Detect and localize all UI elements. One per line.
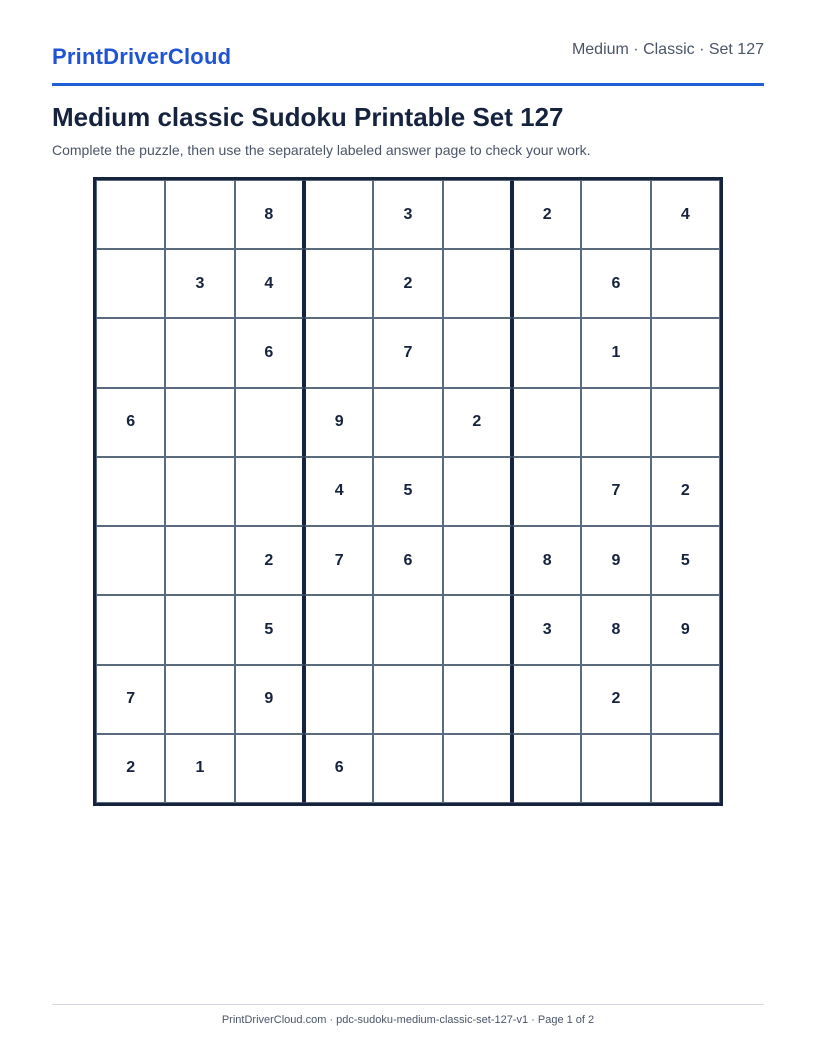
sudoku-cell[interactable] xyxy=(443,526,512,595)
sudoku-cell: 9 xyxy=(651,595,720,664)
sudoku-cell[interactable] xyxy=(235,457,304,526)
sudoku-cell[interactable] xyxy=(581,388,650,457)
sudoku-cell[interactable] xyxy=(304,180,373,249)
sudoku-cell[interactable] xyxy=(96,526,165,595)
sudoku-cell[interactable] xyxy=(373,734,442,803)
sudoku-cell[interactable] xyxy=(165,318,234,387)
sudoku-cell: 3 xyxy=(165,249,234,318)
sudoku-cell: 6 xyxy=(581,249,650,318)
sudoku-cell[interactable] xyxy=(235,388,304,457)
sudoku-cell[interactable] xyxy=(443,734,512,803)
sudoku-cell[interactable] xyxy=(651,734,720,803)
footer-divider xyxy=(52,1004,764,1005)
sudoku-cell: 2 xyxy=(512,180,581,249)
sudoku-cell[interactable] xyxy=(96,457,165,526)
page-title: Medium classic Sudoku Printable Set 127 xyxy=(52,102,564,132)
sudoku-cell[interactable] xyxy=(512,388,581,457)
sudoku-cell[interactable] xyxy=(304,665,373,734)
sudoku-cell[interactable] xyxy=(512,318,581,387)
sudoku-cell: 8 xyxy=(581,595,650,664)
page-header xyxy=(52,36,764,86)
sudoku-cell: 9 xyxy=(581,526,650,595)
sudoku-cell: 7 xyxy=(373,318,442,387)
sudoku-cell: 6 xyxy=(235,318,304,387)
sudoku-cell: 3 xyxy=(512,595,581,664)
sudoku-cell[interactable] xyxy=(96,595,165,664)
brand-logo-text: PrintDriverCloud xyxy=(52,44,232,69)
sudoku-cell: 6 xyxy=(373,526,442,595)
sudoku-cell[interactable] xyxy=(512,734,581,803)
sudoku-cell[interactable] xyxy=(304,595,373,664)
page-subtitle: Complete the puzzle, then use the separately labeled answer page to check your work. xyxy=(52,142,591,158)
sudoku-cell[interactable] xyxy=(651,665,720,734)
sudoku-cell: 5 xyxy=(373,457,442,526)
sudoku-cell: 7 xyxy=(96,665,165,734)
sudoku-cell: 1 xyxy=(165,734,234,803)
sudoku-cell: 7 xyxy=(304,526,373,595)
sudoku-cell: 3 xyxy=(373,180,442,249)
sudoku-cell: 4 xyxy=(651,180,720,249)
sudoku-cell[interactable] xyxy=(165,526,234,595)
sudoku-cell[interactable] xyxy=(165,457,234,526)
sudoku-cell: 8 xyxy=(235,180,304,249)
sudoku-cell[interactable] xyxy=(512,665,581,734)
sudoku-cell[interactable] xyxy=(443,318,512,387)
sudoku-cell: 2 xyxy=(443,388,512,457)
sudoku-cell[interactable] xyxy=(443,249,512,318)
sudoku-cell[interactable] xyxy=(304,318,373,387)
sudoku-cell[interactable] xyxy=(165,665,234,734)
sudoku-cell[interactable] xyxy=(512,249,581,318)
sudoku-cell[interactable] xyxy=(651,249,720,318)
sudoku-cell[interactable] xyxy=(165,595,234,664)
sudoku-cell[interactable] xyxy=(96,318,165,387)
sudoku-cell: 5 xyxy=(235,595,304,664)
sudoku-cell: 2 xyxy=(96,734,165,803)
sudoku-cell: 1 xyxy=(581,318,650,387)
sudoku-cell[interactable] xyxy=(581,180,650,249)
sudoku-cell: 9 xyxy=(304,388,373,457)
sudoku-cell: 4 xyxy=(304,457,373,526)
sudoku-grid xyxy=(93,177,723,806)
sudoku-cell[interactable] xyxy=(651,318,720,387)
sudoku-cell: 5 xyxy=(651,526,720,595)
sudoku-cell[interactable] xyxy=(96,249,165,318)
sudoku-cell: 6 xyxy=(96,388,165,457)
sudoku-cell[interactable] xyxy=(373,595,442,664)
sudoku-cell[interactable] xyxy=(96,180,165,249)
sudoku-cell: 2 xyxy=(373,249,442,318)
sudoku-cell: 7 xyxy=(581,457,650,526)
sudoku-cell[interactable] xyxy=(304,249,373,318)
sudoku-cell: 2 xyxy=(235,526,304,595)
sudoku-cell: 8 xyxy=(512,526,581,595)
sudoku-cell: 9 xyxy=(235,665,304,734)
sudoku-cell[interactable] xyxy=(165,180,234,249)
puzzle-meta: Medium · Classic · Set 127 xyxy=(571,41,764,58)
sudoku-cell: 4 xyxy=(235,249,304,318)
sudoku-cell[interactable] xyxy=(581,734,650,803)
sudoku-cell[interactable] xyxy=(512,457,581,526)
sudoku-cell[interactable] xyxy=(165,388,234,457)
sudoku-cell: 6 xyxy=(304,734,373,803)
sudoku-cell[interactable] xyxy=(373,665,442,734)
sudoku-cell[interactable] xyxy=(373,388,442,457)
sudoku-cell[interactable] xyxy=(235,734,304,803)
sudoku-cell[interactable] xyxy=(651,388,720,457)
sudoku-cell: 2 xyxy=(651,457,720,526)
sudoku-cell[interactable] xyxy=(443,665,512,734)
sudoku-cell[interactable] xyxy=(443,457,512,526)
sudoku-cell[interactable] xyxy=(443,595,512,664)
sudoku-cell: 2 xyxy=(581,665,650,734)
sudoku-cell[interactable] xyxy=(443,180,512,249)
page-footer: PrintDriverCloud.com · pdc-sudoku-medium-classic-set-127-v1 · Page 1 of 2 xyxy=(221,1014,595,1026)
